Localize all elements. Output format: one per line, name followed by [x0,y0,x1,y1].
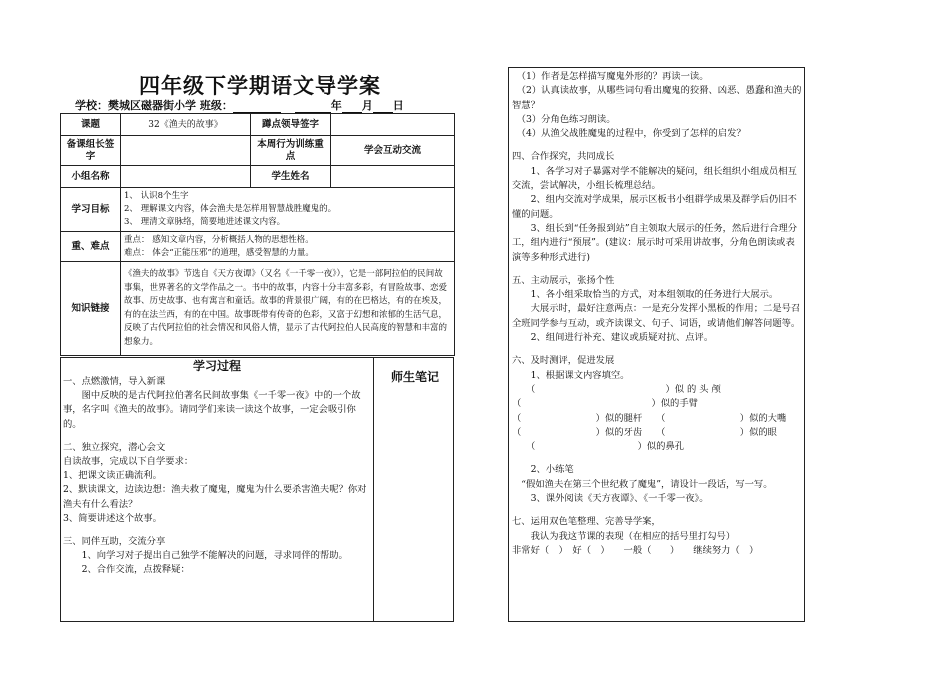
spacer [512,506,802,515]
behavior-label: 本周行为训练重点 [251,136,331,166]
section-seven-line: 我认为我这节课的表现（在相应的括号里打勾号） [512,530,736,542]
section-four-line: 2、组内交流对学成果，展示区板书小组群学成果及群学后仍旧不懂的问题。 [512,194,797,220]
month-blank[interactable] [342,102,362,113]
spacer [63,432,369,441]
question-line: （4）从渔父战胜魔鬼的过程中，你受到了怎样的启发？ [512,128,746,140]
process-line: 二、独立探究，潜心会文 [63,441,166,453]
year-blank[interactable] [295,102,331,113]
school-name: 学校：樊城区磁器街小学 [75,99,196,112]
learning-process-box [60,357,454,622]
goal-item: 2、 理解课文内容，体会渔夫是怎样用智慧战胜魔鬼的。 [124,204,337,214]
year-label: 年 [330,99,342,112]
section-five-line: 2、组间进行补充、建议或质疑对抗、点评。 [512,332,714,344]
process-line: 图中反映的是古代阿拉伯著名民间故事集《一千零一夜》中的一个故事，名字叫《渔夫的故事》。请同学们来读一读这个故事，一定会吸引你的。 [63,390,361,430]
process-line: 1、把课文读正确流利。 [63,470,162,482]
key-points [121,232,455,262]
process-line: 1、向学习对子提出自己独学不能解决的问题，寻求同伴的帮助。 [63,550,348,562]
goals-label: 学习目标 [61,188,121,232]
leader-sign-label: 蹲点领导签字 [251,114,331,136]
key-point-item: 难点： 体会“正能压邪”的道理，感受智慧的力量。 [124,247,314,258]
leader-sign-field[interactable] [331,114,455,136]
group-name-field[interactable] [121,166,251,188]
topic-value: 32《渔夫的故事》 [121,114,251,136]
section-five-line: 大展示时，最好注意两点：一是充分发挥小黑板的作用；二是号召全班同学参与互动，或齐读课文、句子、词语，或请他们解答问题等。 [512,303,801,329]
spacer [63,526,369,535]
section-six-intro: 1、根据课文内容填空。 [512,369,630,381]
section-six-line: “假如渔夫在第三个世纪救了魔鬼”，请设计一段话，写一写。 [512,478,773,490]
knowledge-link-label: 知识链接 [61,262,121,356]
info-table [60,113,455,356]
process-line: 2、默读课文，边读边想：渔夫救了魔鬼，魔鬼为什么要杀害渔夫呢？你对渔夫有什么看法？ [63,484,367,510]
learning-process-heading: 学习过程 [192,359,241,373]
fill-blank-line[interactable]: （ ）似的牙齿 （ ）似的眼 [512,426,777,438]
page-title: 四年级下学期语文导学案 [139,74,381,98]
section-four-title: 四、合作探究，共同成长 [512,151,615,163]
student-name-field[interactable] [331,166,455,188]
goals-list [121,188,455,232]
question-line: （3）分角色练习朗读。 [512,113,616,125]
fill-blank-line[interactable]: （ ）似的腿杆 （ ）似的大嘴 [512,412,787,424]
learning-process-text [63,375,369,578]
goal-item: 1、 认识8个生字 [124,191,189,201]
fill-blank-line[interactable]: （ ）似 的 头 颅 [526,383,721,395]
class-label: 班级： [199,99,233,112]
section-six-line: 2、小练笔 [512,464,574,476]
spacer [512,141,802,150]
day-label: 日 [392,99,404,112]
fill-blank-line[interactable]: （ ）似的手臂 [512,398,698,410]
section-four-line: 1、各学习对子暴露对学不能解决的疑问，组长组织小组成员相互交流，尝试解决，小组长梳理总结。 [512,165,797,192]
topic-label: 课题 [61,114,121,136]
process-line: 三、同伴互助，交流分享 [63,536,166,548]
section-six-line: 3、课外阅读《天方夜谭》、《一千零一夜》。 [512,493,709,505]
key-points-label: 重、难点 [61,232,121,262]
section-five-line: 1、各小组采取恰当的方式，对本组领取的任务进行大展示。 [512,289,779,301]
section-seven-title: 七、运用双色笔整理、完善导学案， [512,516,661,528]
process-line: 2、合作交流，点拨释疑： [63,564,190,576]
spacer [512,454,802,463]
right-page-text [512,70,802,558]
student-name-label: 学生姓名 [251,166,331,188]
process-line: 3、简要讲述这个故事。 [63,512,162,524]
month-label: 月 [361,99,373,112]
column-divider [373,358,374,621]
fill-blank-line[interactable]: （ ）似的鼻孔 [526,441,685,453]
group-name-label: 小组名称 [61,166,121,188]
question-line: （2）认真读故事，从哪些词句看出魔鬼的狡猾、凶恶、愚蠢和渔夫的智慧？ [512,85,802,111]
process-line: 一、点燃激情，导入新课 [63,376,166,387]
group-leader-label: 备课组长签字 [61,136,121,166]
self-rating-line[interactable]: 非常好（ ） 好（ ） 一般（ ） 继续努力（ ） [512,544,759,556]
section-four-line: 3、组长到“任务报到站”自主领取大展示的任务，然后进行合理分工，组内进行“预展”。(建议：展示时可采用讲故事，分角色朗读或表演等多种形式进行) [512,222,798,263]
section-six-title: 六、及时测评，促进发展 [512,355,615,367]
key-point-item: 重点： 感知文章内容，分析概括人物的思想性格。 [124,234,314,245]
class-blank[interactable] [233,102,281,113]
right-page-box [508,67,805,622]
knowledge-link-text: 《渔夫的故事》节选自《天方夜谭》（又名《一千零一夜》），它是一部阿拉伯的民间故事集，世界著名的文学作品之一。书中的故事，内容十分丰富多彩，有冒险故事、恋爱故事、历史故事、也有寓言和童话。故事的背景很广阔，有的在巴格达，有的在埃及，有的在法兰西，有的在中国。故事既带有传奇的色彩，又富于幻想和浓郁的生活气息，反映了古代阿拉伯的社会情况和风俗人情，显示了古代阿拉伯人民高度的智慧和丰富的想象力。 [121,262,455,356]
section-five-title: 五、主动展示，张扬个性 [512,274,615,286]
behavior-value: 学会互动交流 [331,136,455,166]
goal-item: 3、 理清文章脉络，简要地进述课文内容。 [124,217,286,227]
day-blank[interactable] [373,102,393,113]
process-line: 自读故事，完成以下自学要求： [63,456,194,468]
group-leader-field[interactable] [121,136,251,166]
spacer [512,265,802,274]
school-line [75,97,404,113]
notes-heading: 师生笔记 [390,370,439,384]
question-line: （1）作者是怎样描写魔鬼外形的？再读一读。 [512,71,709,82]
spacer [512,345,802,354]
